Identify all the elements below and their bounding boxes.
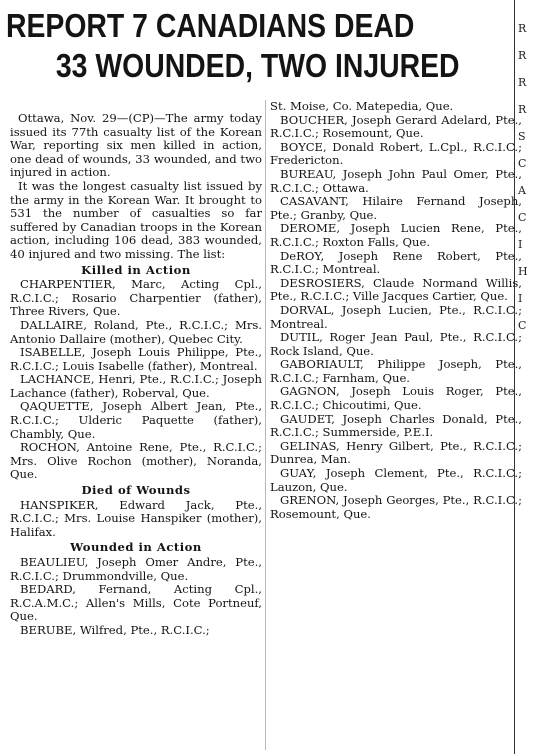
edge-letter: R: [518, 103, 527, 116]
casualty-entry: GUAY, Joseph Clement, Pte., R.C.I.C.; Lauzon, Que.: [270, 466, 522, 494]
headline: [6, 6, 460, 86]
casualty-entry: DORVAL, Joseph Lucien, Pte., R.C.I.C.; Montreal.: [270, 302, 522, 331]
casualty-entry: ROCHON, Antoine Rene, Pte., R.C.I.C.; Mrs. Olive Rochon (mother), Noranda, Que.: [10, 440, 262, 482]
casualty-entry: DESROSIERS, Claude Normand Willis, Pte., R.C.I.C.; Ville Jacques Cartier, Que.: [270, 275, 522, 304]
headline-line-1: REPORT 7 CANADIANS DEAD: [6, 7, 415, 44]
headline-line-2: 33 WOUNDED, TWO INJURED: [55, 47, 460, 84]
edge-letter: H: [518, 265, 528, 278]
casualty-entry: DEROME, Joseph Lucien Rene, Pte., R.C.I.C.; Roxton Falls, Que.: [270, 221, 522, 249]
edge-letter: A: [518, 184, 526, 197]
casualty-entry: BERUBE, Wilfred, Pte., R.C.I.C.;: [20, 622, 210, 637]
edge-letter: S: [518, 130, 526, 143]
intro-paragraph: It was the longest casualty list issued by the army in the Korean War. It brought to 531 the number of casualties so far suffered by Canadian troops in the Korean action, including 106 dead, 383 wounded, 40 injured and two missing. The list:: [10, 178, 262, 261]
casualty-entry: LACHANCE, Henri, Pte., R.C.I.C.; Joseph Lachance (father), Roberval, Que.: [10, 372, 262, 400]
intro-paragraph: Ottawa, Nov. 29—(CP)—The army today issued its 77th casualty list of the Korean War, reporting six men killed in action, one dead of wounds, 33 wounded, and two injured in action.: [10, 111, 262, 180]
column-divider: [265, 100, 266, 750]
section-heading-died: Died of Wounds: [81, 483, 191, 498]
edge-letter: R: [518, 49, 527, 62]
casualty-entry: QAQUETTE, Joseph Albert Jean, Pte., R.C.I.C.; Ulderic Paquette (father), Chambly, Que.: [10, 399, 262, 441]
casualty-entry: BEAULIEU, Joseph Omer Andre, Pte., R.C.I.C.; Drummondville, Que.: [10, 555, 262, 583]
edge-letter: C: [518, 319, 527, 332]
section-heading-wounded: Wounded in Action: [70, 540, 202, 555]
casualty-entry: HANSPIKER, Edward Jack, Pte., R.C.I.C.; Mrs. Louise Hanspiker (mother), Halifax.: [10, 497, 262, 539]
casualty-entry: BEDARD, Fernand, Acting Cpl., R.C.A.M.C.; Allen's Mills, Cote Portneuf, Que.: [10, 582, 262, 624]
edge-letter: I: [518, 292, 523, 305]
casualty-entry: DALLAIRE, Roland, Pte., R.C.I.C.; Mrs. Antonio Dallaire (mother), Quebec City.: [10, 317, 262, 346]
casualty-entry: CHARPENTIER, Marc, Acting Cpl., R.C.I.C.; Rosario Charpentier (father), Three Rivers, Que.: [10, 277, 262, 319]
edge-letter: C: [518, 211, 527, 224]
casualty-entry: DeROY, Joseph Rene Robert, Pte., R.C.I.C.; Montreal.: [270, 248, 522, 277]
casualty-entry: DUTIL, Roger Jean Paul, Pte., R.C.I.C.; Rock Island, Que.: [270, 330, 522, 358]
casualty-entry: ISABELLE, Joseph Louis Philippe, Pte., R.C.I.C.; Louis Isabelle (father), Montreal.: [10, 345, 262, 373]
casualty-entry: BOYCE, Donald Robert, L.Cpl., R.C.I.C.; Fredericton.: [270, 139, 522, 168]
continuation-line: St. Moise, Co. Matepedia, Que.: [270, 99, 454, 113]
adjacent-column-fragment: [518, 22, 534, 346]
edge-letter: I: [518, 238, 523, 251]
article-column-2: [270, 100, 522, 521]
edge-letter: R: [518, 76, 527, 89]
casualty-entry: GABORIAULT, Philippe Joseph, Pte., R.C.I.C.; Farnham, Que.: [270, 357, 522, 385]
edge-letter: R: [518, 22, 527, 35]
section-heading-killed: Killed in Action: [81, 262, 191, 277]
article-column-1: [10, 112, 262, 638]
casualty-entry: GAGNON, Joseph Louis Roger, Pte., R.C.I.C.; Chicoutimi, Que.: [270, 384, 522, 413]
casualty-entry: GELINAS, Henry Gilbert, Pte., R.C.I.C.; Dunrea, Man.: [270, 438, 522, 467]
casualty-entry: GRENON, Joseph Georges, Pte., R.C.I.C.; Rosemount, Que.: [270, 493, 522, 521]
casualty-entry: BOUCHER, Joseph Gerard Adelard, Pte., R.C.I.C.; Rosemount, Que.: [270, 112, 522, 141]
edge-letter: C: [518, 157, 527, 170]
casualty-entry: BUREAU, Joseph John Paul Omer, Pte., R.C.I.C.; Ottawa.: [270, 166, 522, 195]
casualty-entry: CASAVANT, Hilaire Fernand Joseph, Pte.; Granby, Que.: [270, 194, 522, 222]
casualty-entry: GAUDET, Joseph Charles Donald, Pte., R.C.I.C.; Summerside, P.E.I.: [270, 411, 522, 440]
